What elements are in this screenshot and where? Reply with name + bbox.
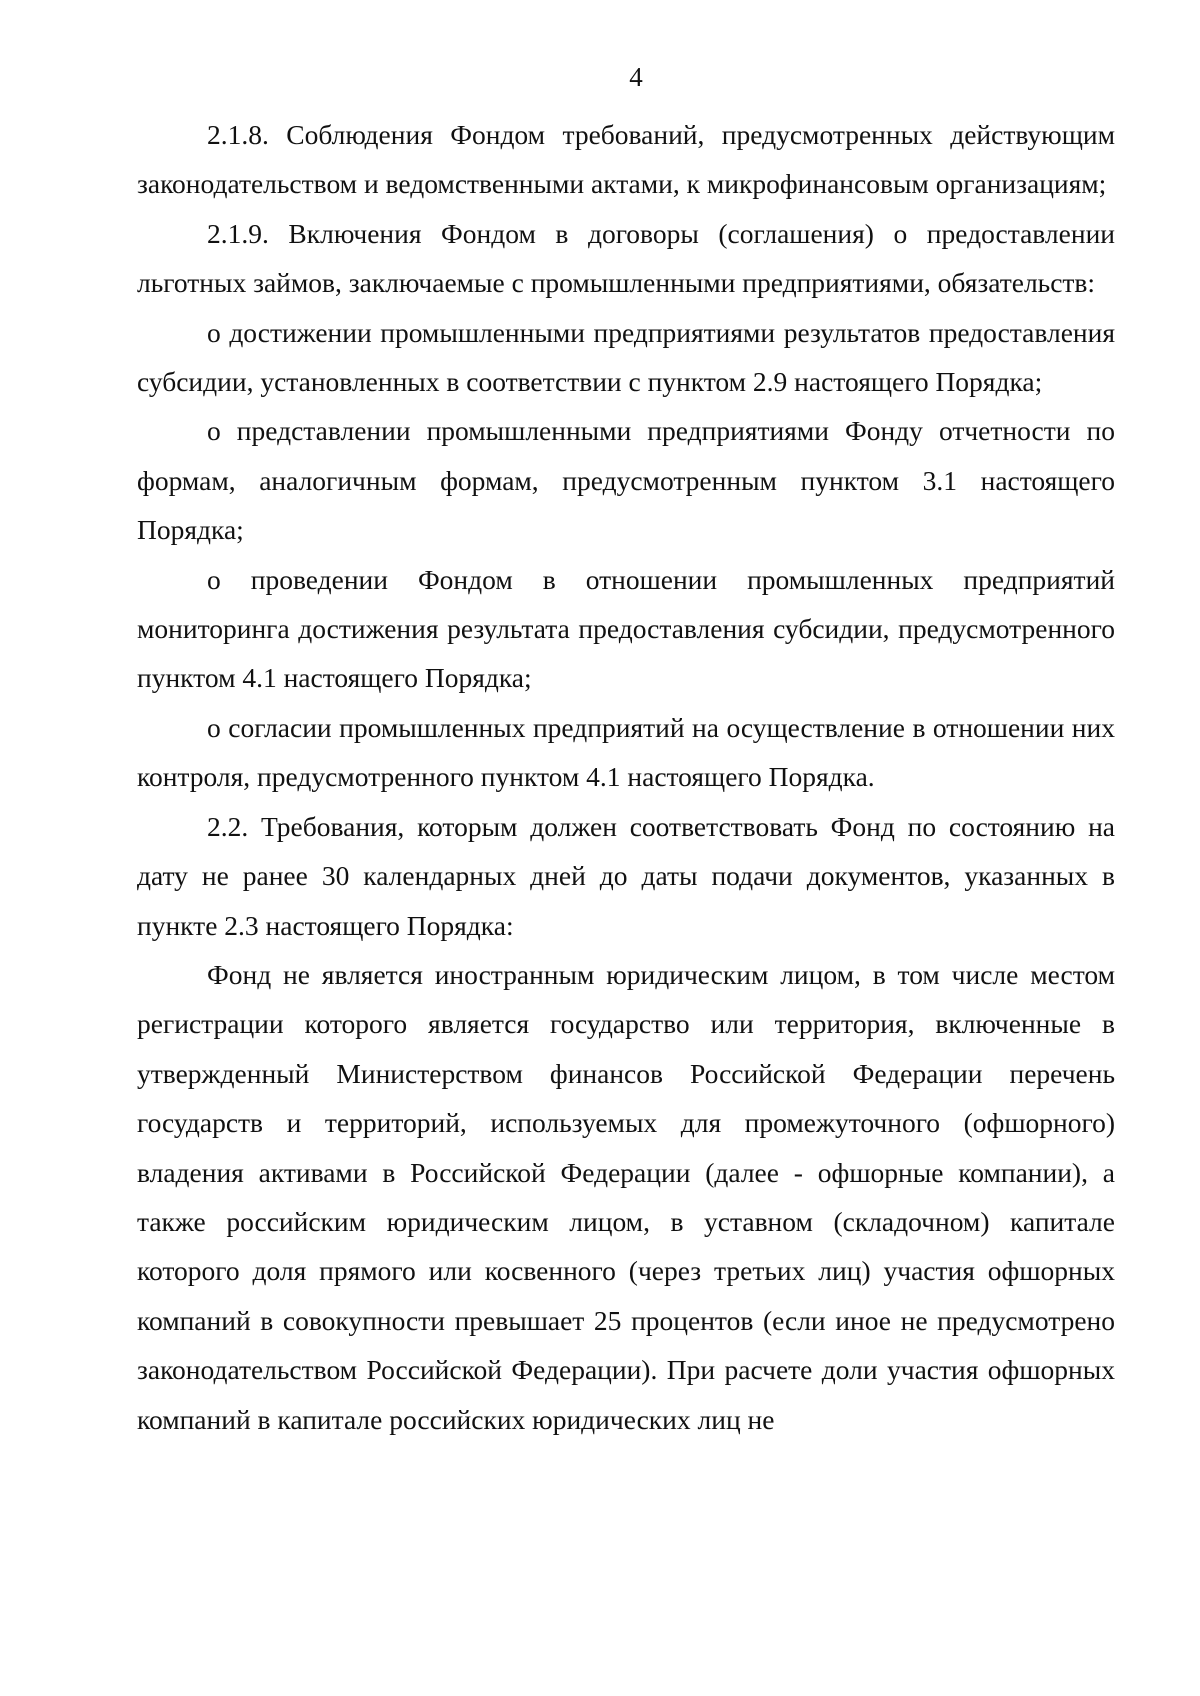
document-body <box>137 110 1115 1444</box>
page-number: 4 <box>629 62 643 92</box>
paragraph-2-2: 2.2. Требования, которым должен соответствовать Фонд по состоянию на дату не ранее 30 календарных дней до даты подачи документов, указанных в пункте 2.3 настоящего Порядка: <box>137 810 1115 941</box>
paragraph-obligation-monitoring: о проведении Фондом в отношении промышленных предприятий мониторинга достижения результата предоставления субсидии, предусмотренного пунктом 4.1 настоящего Порядка; <box>137 563 1115 694</box>
paragraph-obligation-results: о достижении промышленными предприятиями результатов предоставления субсидии, установленных в соответствии с пунктом 2.9 настоящего Порядка; <box>137 316 1115 398</box>
paragraph-2-1-9: 2.1.9. Включения Фондом в договоры (соглашения) о предоставлении льготных займов, заключаемые с промышленными предприятиями, обязательств: <box>137 217 1115 299</box>
paragraph-obligation-reporting: о представлении промышленными предприятиями Фонду отчетности по формам, аналогичным формам, предусмотренным пунктом 3.1 настоящего Порядка; <box>137 415 1115 546</box>
paragraph-2-1-8: 2.1.8. Соблюдения Фондом требований, предусмотренных действующим законодательством и ведомственными актами, к микрофинансовым организациям; <box>137 119 1115 200</box>
paragraph-obligation-control: о согласии промышленных предприятий на осуществление в отношении них контроля, предусмотренного пунктом 4.1 настоящего Порядка. <box>137 711 1115 793</box>
paragraph-fund-requirement: Фонд не является иностранным юридическим лицом, в том числе местом регистрации которого является государство или территория, включенные в утвержденный Министерством финансов Российской Федерации перечень государств и территорий, используемых для промежуточного (офшорного) владения активами в Российской Федерации (далее - офшорные компании), а также российским юридическим лицом, в уставном (складочном) капитале которого доля прямого или косвенного (через третьих лиц) участия офшорных компаний в совокупности превышает 25 процентов (если иное не предусмотрено законодательством Российской Федерации). При расчете доли участия офшорных компаний в капитале российских юридических лиц не <box>137 958 1115 1435</box>
